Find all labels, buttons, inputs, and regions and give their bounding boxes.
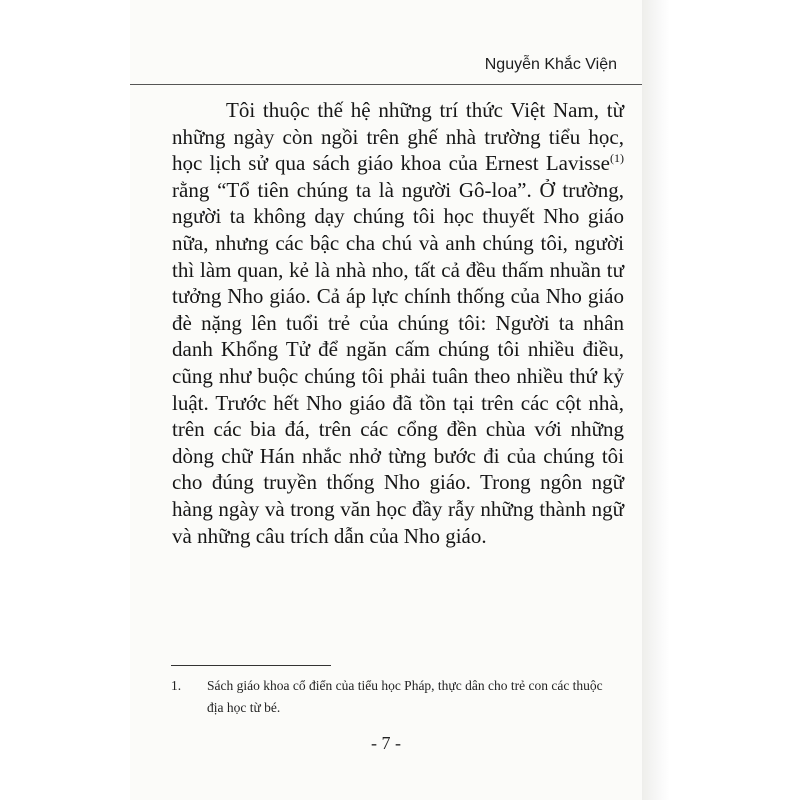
body-text [172, 97, 624, 549]
page-number: - 7 - [371, 733, 401, 753]
footnote-reference: (1) [610, 151, 624, 166]
footnote-text: Sách giáo khoa cổ điển của tiểu học Pháp, thực dân cho trẻ con các thuộc địa học từ bé. [207, 678, 603, 715]
footnote [171, 675, 621, 719]
paragraph [172, 97, 624, 549]
paragraph-text-after-ref: rằng “Tổ tiên chúng ta là người Gô-loa”. Ở trường, người ta không dạy chúng tôi học thuyết Nho giáo nữa, nhưng các bậc cha chú và anh chúng tôi, người thì làm quan, kẻ là nhà nho, tất cả đều thấm nhuần tư tưởng Nho giáo. Cả áp lực chính thống của Nho giáo đè nặng lên tuổi trẻ của chúng tôi: Người ta nhân danh Khổng Tử để ngăn cấm chúng tôi nhiều điều, cũng như buộc chúng tôi phải tuân theo nhiều thứ kỷ luật. Trước hết Nho giáo đã tồn tại trên các cột nhà, trên các bia đá, trên các cổng đền chùa với những dòng chữ Hán nhắc nhở từng bước đi của chúng tôi cho đúng truyền thống Nho giáo. Trong ngôn ngữ hàng ngày và trong văn học đầy rẫy những thành ngữ và những câu trích dẫn của Nho giáo. [172, 177, 624, 548]
paragraph-text-before-ref: Tôi thuộc thế hệ những trí thức Việt Nam, từ những ngày còn ngồi trên ghế nhà trường tiểu học, học lịch sử qua sách giáo khoa của Ernest Lavisse [172, 98, 624, 176]
page-edge [642, 0, 670, 800]
header-rule [130, 84, 642, 85]
book-page [130, 0, 642, 800]
footnote-rule [171, 665, 331, 666]
footnote-number: 1. [171, 678, 182, 693]
running-head: Nguyễn Khắc Viện [484, 56, 617, 73]
